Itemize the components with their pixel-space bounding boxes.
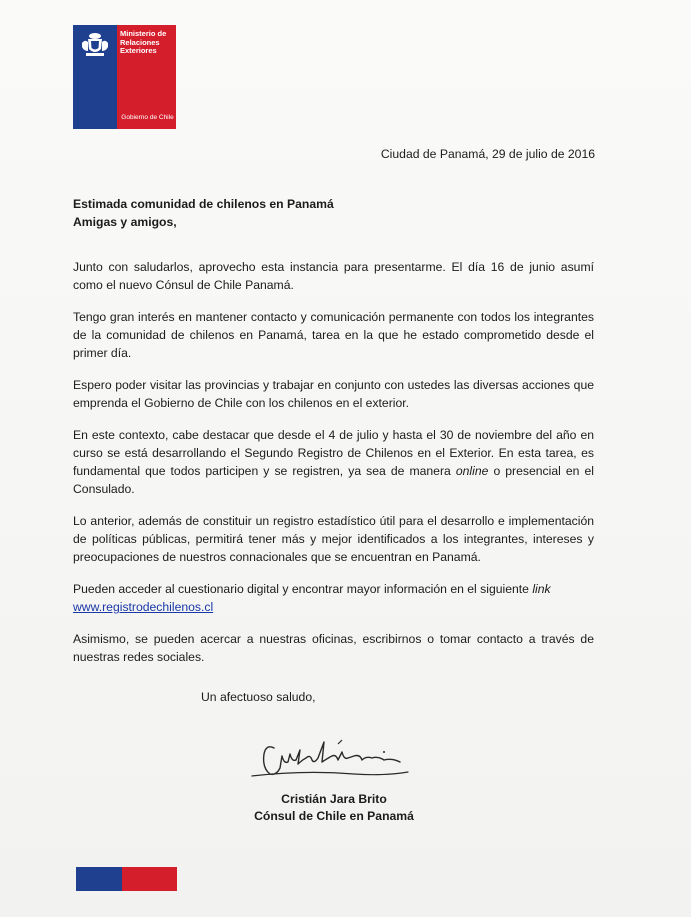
letter-body bbox=[73, 258, 594, 680]
handwritten-signature bbox=[244, 730, 414, 792]
ministry-logo bbox=[73, 25, 176, 129]
paragraph-4-text: En este contexto, cabe destacar que desde el 4 de julio y hasta el 30 de noviembre del año en curso se está desarrollando el Segundo Registro de Chilenos en el Exterior. En esta tarea, es fundamental que todos participen y se registren, ya sea de manera bbox=[73, 428, 594, 478]
paragraph-4 bbox=[73, 426, 594, 498]
registro-link[interactable]: www.registrodechilenos.cl bbox=[73, 600, 214, 614]
paragraph-7: Asimismo, se pueden acercar a nuestras oficinas, escribirnos o tomar contacto a través de nuestras redes sociales. bbox=[73, 632, 594, 664]
paragraph-2: Tengo gran interés en mantener contacto y comunicación permanente con todos los integrantes de la comunidad de chilenos en Panamá, tarea en la que he estado comprometido desde el primer día. bbox=[73, 310, 594, 360]
signer-title: Cónsul de Chile en Panamá bbox=[254, 809, 414, 823]
closing: Un afectuoso saludo, bbox=[201, 690, 316, 704]
paragraph-6-text: Pueden acceder al cuestionario digital y encontrar mayor información en el siguiente bbox=[73, 582, 533, 596]
salutation bbox=[73, 195, 334, 231]
paragraph-6-italic: link bbox=[532, 582, 551, 596]
ministry-name bbox=[120, 30, 176, 56]
government-label: Gobierno de Chile bbox=[121, 114, 174, 121]
paragraph-1: Junto con saludarlos, aprovecho esta instancia para presentarme. El día 16 de junio asumí como el nuevo Cónsul de Chile Panamá. bbox=[73, 260, 594, 292]
salutation-line-1: Estimada comunidad de chilenos en Panamá bbox=[73, 197, 334, 211]
paragraph-6 bbox=[73, 580, 594, 616]
paragraph-3: Espero poder visitar las provincias y trabajar en conjunto con ustedes las diversas acciones que emprenda el Gobierno de Chile con los chilenos en el exterior. bbox=[73, 378, 594, 410]
footer-blue-panel bbox=[76, 867, 122, 891]
coat-of-arms-icon bbox=[79, 31, 111, 59]
signer-block bbox=[244, 791, 424, 825]
footer-flag-bar bbox=[76, 867, 177, 891]
signer-name: Cristián Jara Brito bbox=[281, 792, 387, 806]
salutation-line-2: Amigas y amigos, bbox=[73, 215, 177, 229]
paragraph-4-end: o presencial en el Consulado. bbox=[73, 464, 594, 496]
paragraph-5: Lo anterior, además de constituir un registro estadístico útil para el desarrollo e implementación de políticas públicas, permitirá tener más y mejor identificados a los integrantes, intereses y preocupaciones de nuestros connacionales que se encuentran en Panamá. bbox=[73, 514, 594, 564]
ministry-line-1: Ministerio de bbox=[120, 29, 167, 38]
ministry-line-2: Relaciones bbox=[120, 37, 160, 47]
letter-date: Ciudad de Panamá, 29 de julio de 2016 bbox=[380, 147, 595, 161]
ministry-line-3: Exteriores bbox=[120, 46, 157, 55]
paragraph-4-italic: online bbox=[455, 464, 489, 478]
footer-red-panel bbox=[122, 867, 177, 891]
